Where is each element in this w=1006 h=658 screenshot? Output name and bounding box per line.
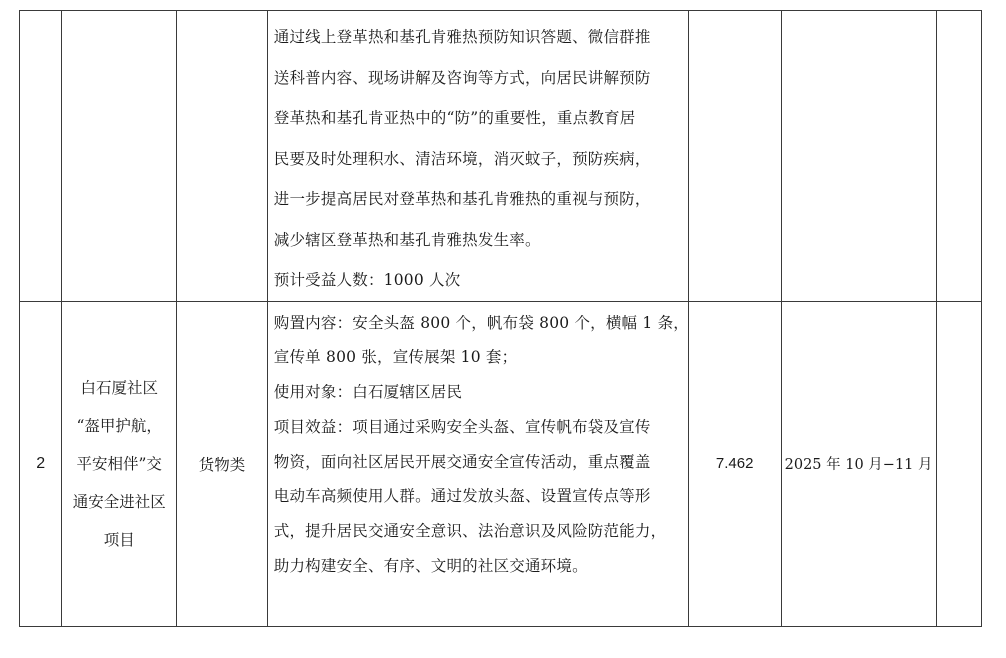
content-line: 预计受益人数：1000 人次 (273, 271, 461, 289)
content-line: 送科普内容、现场讲解及咨询等方式，向居民讲解预防 (273, 68, 651, 87)
project-name-line: “盔甲护航， (76, 416, 162, 435)
content-line: 使用对象：白石厦辖区居民 (273, 383, 463, 402)
remarks-cell (936, 11, 981, 302)
row-index-cell (20, 11, 62, 302)
content-cell (267, 11, 688, 302)
project-name-cell (62, 301, 177, 626)
period-cell (781, 11, 936, 302)
project-name-cell (62, 11, 177, 302)
amount-cell (688, 11, 781, 302)
content-line: 物资，面向社区居民开展交通安全宣传活动，重点覆盖 (273, 452, 651, 471)
period-cell: 2025 年 10 月−11 月 (781, 301, 936, 626)
table-row (20, 301, 982, 626)
category-cell: 货物类 (177, 301, 268, 626)
project-table (19, 10, 982, 627)
content-line: 电动车高频使用人群。通过发放头盔、设置宣传点等形 (273, 487, 651, 506)
content-line: 购置内容：安全头盔 800 个，帆布袋 800 个，横幅 1 条， (273, 313, 689, 332)
content-line: 式，提升居民交通安全意识、法治意识及风险防范能力， (273, 522, 667, 541)
row-index-cell: 2 (20, 301, 62, 626)
content-line: 宣传单 800 张，宣传展架 10 套； (273, 348, 518, 367)
table-row (20, 11, 982, 302)
project-name-line: 项目 (103, 530, 135, 549)
content-line: 登革热和基孔肯亚热中的“防”的重要性，重点教育居 (273, 109, 636, 127)
amount-cell: 7.462 (688, 301, 781, 626)
content-line: 进一步提高居民对登革热和基孔肯雅热的重视与预防， (273, 190, 651, 208)
content-line: 民要及时处理积水、清洁环境，消灭蚊子，预防疾病， (273, 149, 651, 168)
project-name-line: 平安相伴”交 (76, 454, 162, 473)
project-name-line: 白石厦社区 (80, 378, 158, 397)
category-cell (177, 11, 268, 302)
content-line: 通过线上登革热和基孔肯雅热预防知识答题、微信群推 (273, 28, 651, 46)
content-line: 助力构建安全、有序、文明的社区交通环境。 (273, 557, 588, 576)
remarks-cell (936, 301, 981, 626)
content-line: 项目效益：项目通过采购安全头盔、宣传帆布袋及宣传 (273, 417, 651, 436)
content-line: 减少辖区登革热和基孔肯雅热发生率。 (273, 230, 541, 249)
content-cell (267, 301, 688, 626)
project-name-line: 通安全进社区 (72, 492, 166, 511)
